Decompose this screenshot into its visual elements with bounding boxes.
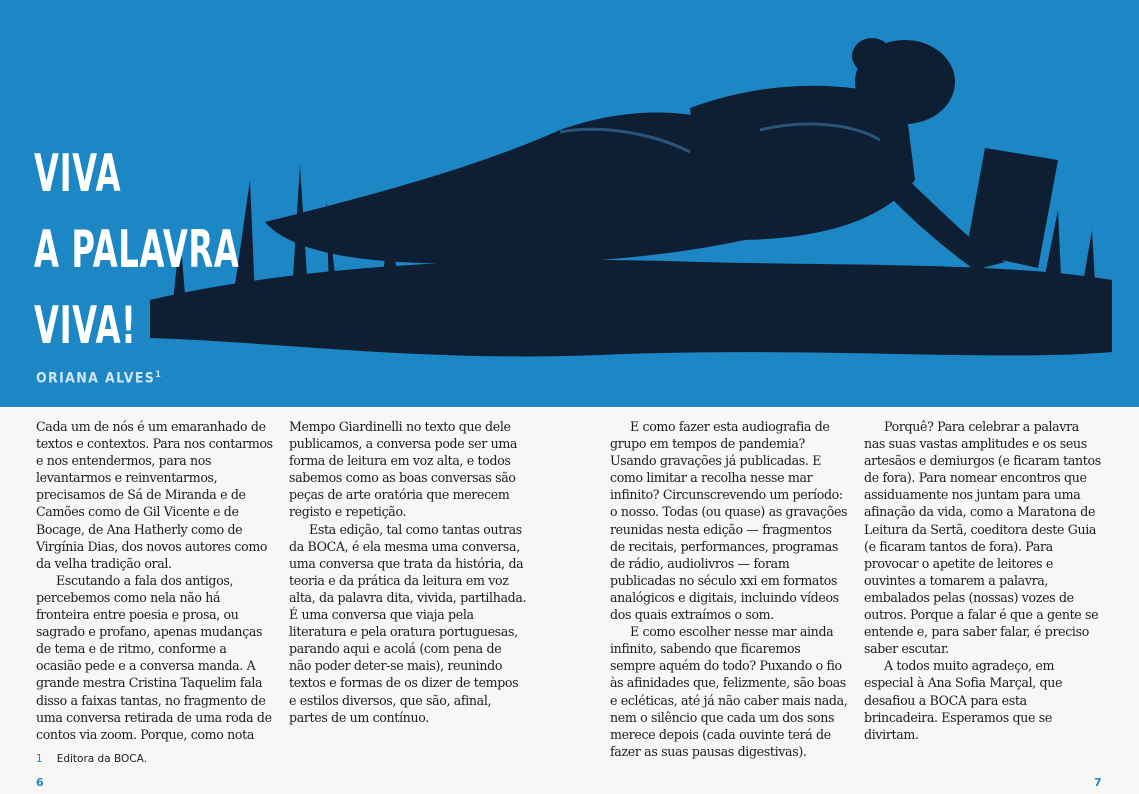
footnote	[36, 753, 147, 765]
footnote-number: 1	[36, 753, 43, 765]
paragraph: E como escolher nesse mar ainda infinito, sabendo que ficaremos sempre aquém do todo? Puxando o fio às afinidades que, felizmente, são boas e ecléticas, até já não caber mais nada, nem o silêncio que cada um dos sons merece depois (cada ouvinte terá de fazer as suas pausas digestivas).	[610, 624, 848, 759]
author-byline	[36, 370, 162, 387]
title-line: A PALAVRA	[34, 220, 240, 280]
paragraph: Esta edição, tal como tantas outras da BOCA, é ela mesma uma conversa, uma conversa que trata da história, da teoria e da prática da leitura em voz alta, da palavra dita, vivida, partilhada. É uma conversa que viaja pela literatura e pela oratura portuguesas, parando aqui e acolá (com pena de não poder deter-se mais), reunindo textos e formas de os dizer de tempos e estilos diversos, que são, afinal, partes de um contínuo.	[289, 521, 527, 725]
author-name: ORIANA ALVES	[36, 370, 156, 387]
title-line: VIVA	[34, 144, 122, 204]
footnote-text: Editora da BOCA.	[56, 753, 147, 765]
paragraph: Cada um de nós é um emaranhado de textos e contextos. Para nos contarmos e nos entendermos, para nos levantarmos e reinventarmos, precisamos de Sá de Miranda e de Camões como de Gil Vicente e de Bocage, de Ana Hatherly como de Virgínia Dias, dos novos autores como da velha tradição oral.	[36, 419, 273, 571]
page-number-left: 6	[36, 776, 44, 789]
paragraph: Escutando a fala dos antigos, percebemos como nela não há fronteira entre poesia e prosa, ou sagrado e profano, apenas mudanças de tema e de ritmo, conforme a ocasião pede e a conversa manda. A grande mestra Cristina Taquelim fala disso a faixas tantas, no fragmento de uma conversa retirada de uma roda de contos via zoom. Porque, como nota	[36, 572, 272, 742]
text-column-2	[289, 418, 527, 726]
paragraph: Mempo Giardinelli no texto que dele publicamos, a conversa pode ser uma forma de leitura em voz alta, e todos sabemos como as boas conversas são peças de arte oratória que merecem registo e repetição.	[289, 419, 518, 520]
article-title	[34, 136, 239, 364]
page-number-right: 7	[1094, 776, 1102, 789]
text-column-3	[610, 418, 848, 760]
title-line: VIVA!	[34, 296, 137, 356]
paragraph: Porquê? Para celebrar a palavra nas suas vastas amplitudes e os seus artesãos e demiurgos (e ficaram tantos de fora). Para nomear encontros que assiduamente nos juntam para uma afinação da vida, como a Maratona de Leitura da Sertã, coeditora deste Guia (e ficaram tantos de fora). Para provocar o apetite de leitores e ouvintes a tomarem a palavra, embalados pelas (nossas) vozes de outros. Porque a falar é que a gente se entende e, para saber falar, é preciso saber escutar.	[864, 419, 1101, 657]
text-column-4	[864, 418, 1102, 743]
paragraph: A todos muito agradeço, em especial à Ana Sofia Marçal, que desafiou a BOCA para esta brincadeira. Esperamos que se divirtam.	[864, 658, 1063, 742]
author-footnote-marker: 1	[155, 370, 163, 380]
text-column-1	[36, 418, 274, 743]
paragraph: E como fazer esta audiografia de grupo em tempos de pandemia? Usando gravações já publicadas. E como limitar a recolha nesse mar infinito? Circunscrevendo um período: o nosso. Todas (ou quase) as gravações reunidas nesta edição — fragmentos de recitais, performances, programas de rádio, audiolivros — foram publicadas no século xxi em formatos analógicos e digitais, incluindo vídeos dos quais extraímos o som.	[610, 419, 848, 623]
